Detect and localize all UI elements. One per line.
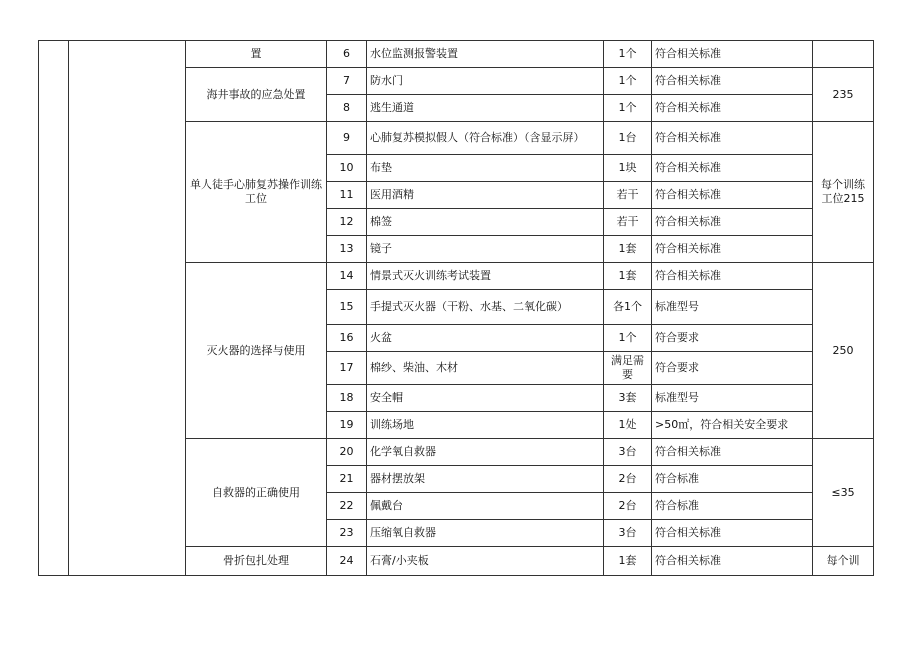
item-spec: 标准型号	[652, 385, 813, 412]
item-quantity: 1套	[604, 547, 652, 576]
item-name: 镜子	[367, 236, 604, 263]
item-spec: 符合相关标准	[652, 520, 813, 547]
area-cell: 250	[813, 263, 874, 439]
blank-column-b	[69, 41, 186, 576]
equipment-table	[38, 40, 874, 576]
item-quantity: 1套	[604, 236, 652, 263]
table-row	[39, 41, 874, 68]
row-number: 8	[327, 95, 367, 122]
item-quantity: 1处	[604, 412, 652, 439]
row-number: 6	[327, 41, 367, 68]
item-name: 化学氧自救器	[367, 439, 604, 466]
item-spec: 符合要求	[652, 325, 813, 352]
item-spec: 符合相关标准	[652, 182, 813, 209]
item-quantity: 3台	[604, 439, 652, 466]
row-number: 14	[327, 263, 367, 290]
item-spec: 符合相关标准	[652, 122, 813, 155]
row-number: 10	[327, 155, 367, 182]
item-name: 心肺复苏模拟假人（符合标准）（含显示屏）	[367, 122, 604, 155]
row-number: 17	[327, 352, 367, 385]
group-cell: 置	[186, 41, 327, 68]
item-name: 安全帽	[367, 385, 604, 412]
item-spec: 符合相关标准	[652, 236, 813, 263]
row-number: 21	[327, 466, 367, 493]
area-cell	[813, 41, 874, 68]
item-name: 压缩氧自救器	[367, 520, 604, 547]
item-name: 逃生通道	[367, 95, 604, 122]
area-cell: 235	[813, 68, 874, 122]
row-number: 22	[327, 493, 367, 520]
item-name: 情景式灭火训练考试装置	[367, 263, 604, 290]
row-number: 19	[327, 412, 367, 439]
item-spec: 符合相关标准	[652, 209, 813, 236]
item-spec: 标准型号	[652, 290, 813, 325]
item-name: 石膏/小夹板	[367, 547, 604, 576]
item-quantity: 若干	[604, 209, 652, 236]
item-name: 火盆	[367, 325, 604, 352]
area-cell: 每个训	[813, 547, 874, 576]
equipment-table-sheet	[38, 40, 873, 600]
item-quantity: 若干	[604, 182, 652, 209]
row-number: 18	[327, 385, 367, 412]
item-name: 器材摆放架	[367, 466, 604, 493]
item-quantity: 1块	[604, 155, 652, 182]
item-name: 佩戴台	[367, 493, 604, 520]
item-quantity: 1个	[604, 95, 652, 122]
row-number: 20	[327, 439, 367, 466]
blank-column-a	[39, 41, 69, 576]
item-name: 布垫	[367, 155, 604, 182]
group-cell: 骨折包扎处理	[186, 547, 327, 576]
item-spec: 符合标准	[652, 466, 813, 493]
item-quantity: 2台	[604, 466, 652, 493]
item-quantity: 2台	[604, 493, 652, 520]
item-quantity: 1台	[604, 122, 652, 155]
item-quantity: 1个	[604, 41, 652, 68]
item-name: 水位监测报警装置	[367, 41, 604, 68]
item-quantity: 满足需要	[604, 352, 652, 385]
row-number: 12	[327, 209, 367, 236]
item-name: 训练场地	[367, 412, 604, 439]
item-spec: 符合相关标准	[652, 263, 813, 290]
row-number: 13	[327, 236, 367, 263]
row-number: 9	[327, 122, 367, 155]
row-number: 24	[327, 547, 367, 576]
area-cell: 每个训练工位215	[813, 122, 874, 263]
row-number: 7	[327, 68, 367, 95]
area-cell: ≤35	[813, 439, 874, 547]
item-name: 棉签	[367, 209, 604, 236]
item-name: 手提式灭火器（干粉、水基、二氧化碳）	[367, 290, 604, 325]
row-number: 11	[327, 182, 367, 209]
item-name: 医用酒精	[367, 182, 604, 209]
item-spec: 符合要求	[652, 352, 813, 385]
group-cell: 海井事故的应急处置	[186, 68, 327, 122]
item-quantity: 3台	[604, 520, 652, 547]
item-spec: 符合标准	[652, 493, 813, 520]
item-quantity: 各1个	[604, 290, 652, 325]
item-quantity: 1套	[604, 263, 652, 290]
row-number: 16	[327, 325, 367, 352]
item-quantity: 1个	[604, 68, 652, 95]
group-cell: 灭火器的选择与使用	[186, 263, 327, 439]
item-spec: >50㎡，符合相关安全要求	[652, 412, 813, 439]
row-number: 23	[327, 520, 367, 547]
item-spec: 符合相关标准	[652, 95, 813, 122]
item-spec: 符合相关标准	[652, 41, 813, 68]
item-spec: 符合相关标准	[652, 547, 813, 576]
item-name: 防水门	[367, 68, 604, 95]
item-spec: 符合相关标准	[652, 155, 813, 182]
item-quantity: 1个	[604, 325, 652, 352]
item-name: 棉纱、柴油、木材	[367, 352, 604, 385]
group-cell: 自救器的正确使用	[186, 439, 327, 547]
row-number: 15	[327, 290, 367, 325]
item-spec: 符合相关标准	[652, 68, 813, 95]
item-quantity: 3套	[604, 385, 652, 412]
group-cell: 单人徒手心肺复苏操作训练工位	[186, 122, 327, 263]
item-spec: 符合相关标准	[652, 439, 813, 466]
